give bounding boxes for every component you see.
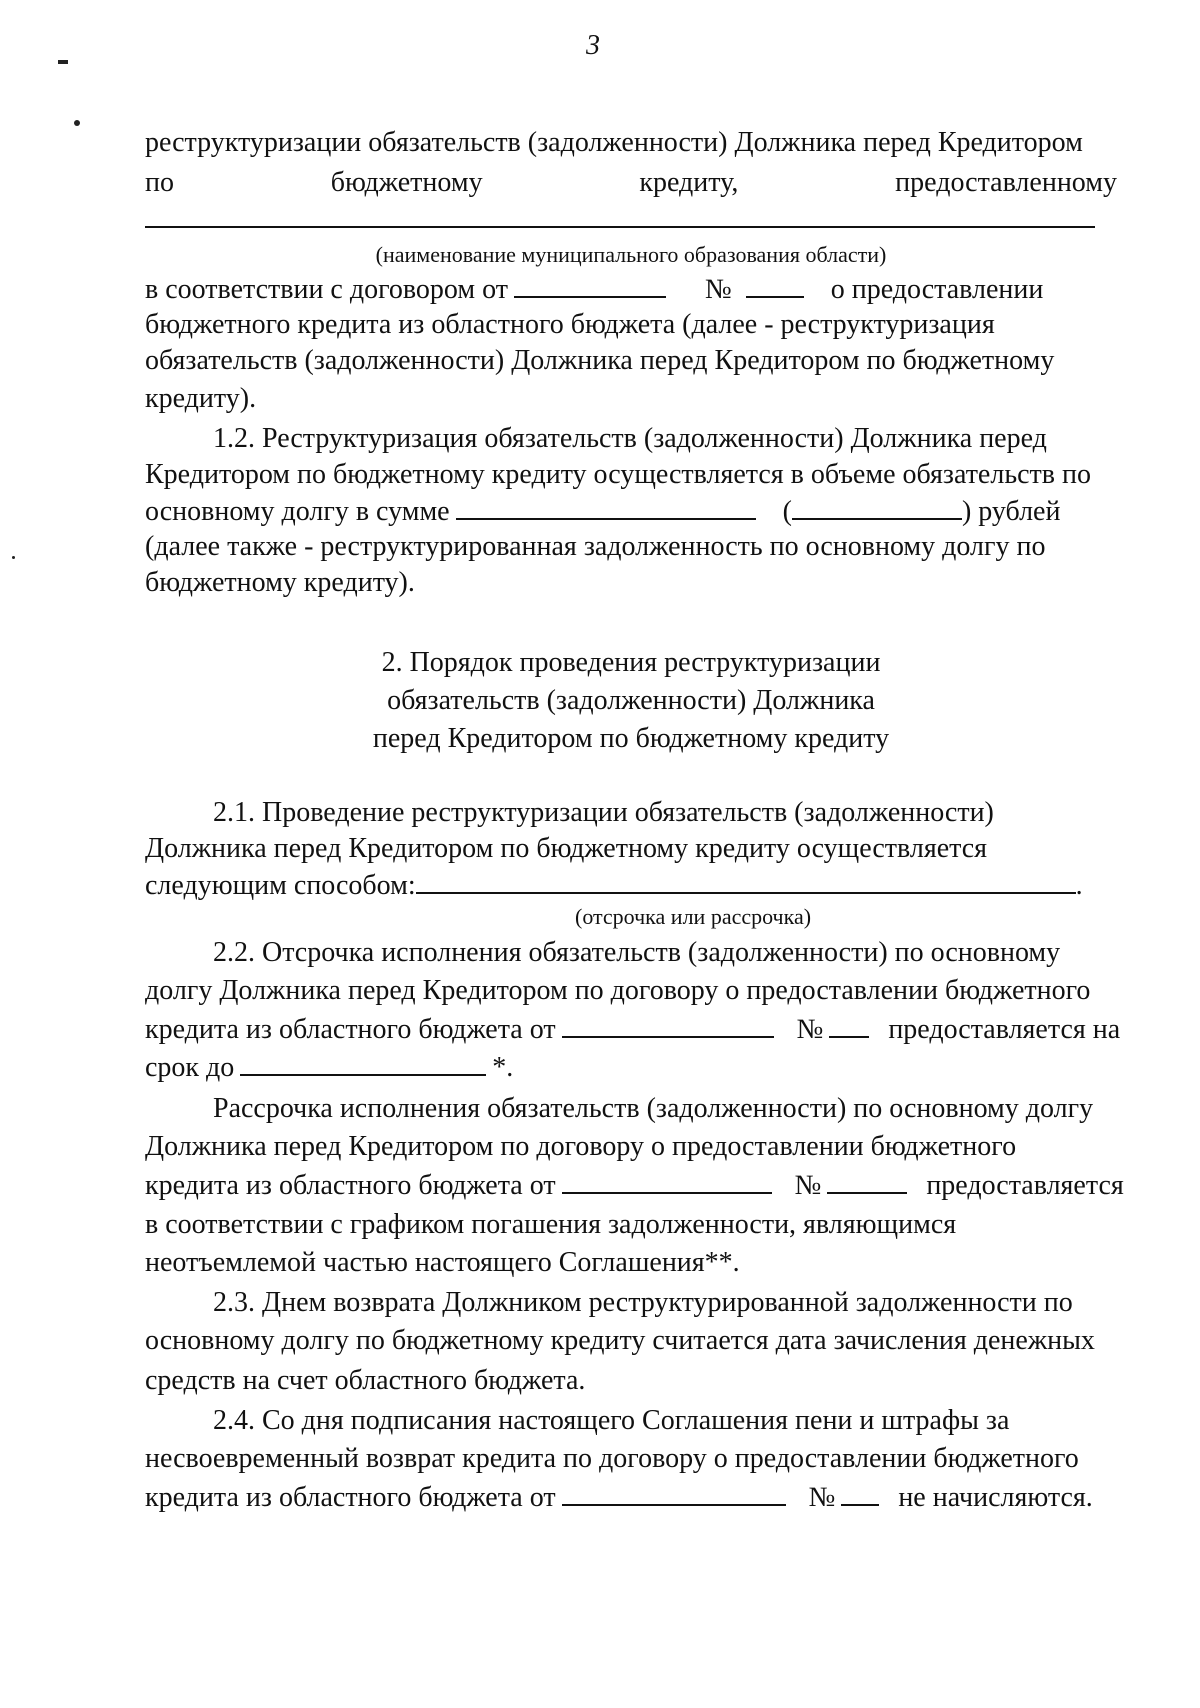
text-line: по бюджетному кредиту, предоставленному [145, 167, 1117, 198]
blank-field [562, 1166, 772, 1194]
text-line: Рассрочка исполнения обязательств (задолженности) по основному долгу [213, 1093, 1094, 1124]
text-line: Должника перед Кредитором по договору о предоставлении бюджетного [145, 1131, 1017, 1162]
fill-in-line [145, 226, 1095, 228]
text-line: основному долгу в сумме ( ) рублей [145, 492, 1117, 530]
text-line: 2.2. Отсрочка исполнения обязательств (задолженности) по основному [213, 937, 1061, 968]
text-line: основному долгу по бюджетному кредиту считается дата зачисления денежных [145, 1325, 1095, 1356]
text-line: кредиту). [145, 383, 257, 414]
blank-field [827, 1166, 907, 1194]
text-line: срок до *. [145, 1048, 1117, 1086]
text-line: бюджетному кредиту). [145, 567, 415, 598]
text-line: 1.2. Реструктуризация обязательств (задолженности) Должника перед [213, 423, 1047, 454]
text-line: кредита из областного бюджета от № не начисляются. [145, 1478, 1117, 1516]
scan-mark [58, 60, 68, 64]
section-heading: обязательств (задолженности) Должника [387, 685, 875, 716]
scan-mark [74, 120, 80, 126]
section-heading: 2. Порядок проведения реструктуризации [381, 647, 881, 678]
text-line: 2.1. Проведение реструктуризации обязательств (задолженности) [213, 797, 994, 828]
text-line: кредита из областного бюджета от № предоставляется [145, 1166, 1117, 1204]
text-line: 2.3. Днем возврата Должником реструктурированной задолженности по [213, 1287, 1073, 1318]
field-caption: (отсрочка или рассрочка) [575, 904, 812, 929]
blank-field [746, 270, 804, 298]
text-line: несвоевременный возврат кредита по договору о предоставлении бюджетного [145, 1443, 1079, 1474]
text-line: в соответствии с графиком погашения задолженности, являющимся [145, 1209, 957, 1240]
blank-field [456, 492, 756, 520]
text-line: реструктуризации обязательств (задолженности) Должника перед Кредитором [145, 127, 1083, 158]
text-line: Должника перед Кредитором по бюджетному кредиту осуществляется [145, 833, 988, 864]
blank-field [841, 1478, 879, 1506]
blank-field [562, 1010, 774, 1038]
text-line: в соответствии с договором от № о предоставлении [145, 270, 1117, 308]
text-line: обязательств (задолженности) Должника перед Кредитором по бюджетному [145, 345, 1055, 376]
text-line: (далее также - реструктурированная задолженность по основному долгу по [145, 531, 1046, 562]
blank-field [416, 866, 1076, 894]
blank-field [562, 1478, 786, 1506]
page-number: 3 [586, 30, 600, 61]
text-line: долгу Должника перед Кредитором по договору о предоставлении бюджетного [145, 975, 1091, 1006]
text-line: неотъемлемой частью настоящего Соглашения**. [145, 1247, 740, 1278]
blank-field [240, 1048, 486, 1076]
text-line: средств на счет областного бюджета. [145, 1365, 586, 1396]
section-heading: перед Кредитором по бюджетному кредиту [372, 723, 890, 754]
text-line: следующим способом: . [145, 866, 1117, 904]
blank-field [514, 270, 666, 298]
text-line: бюджетного кредита из областного бюджета (далее - реструктуризация [145, 309, 995, 340]
field-caption: (наименование муниципального образования области) [375, 242, 887, 267]
text-line: кредита из областного бюджета от № предоставляется на [145, 1010, 1117, 1048]
blank-field [792, 492, 962, 520]
text-line: Кредитором по бюджетному кредиту осуществляется в объеме обязательств по [145, 459, 1091, 490]
blank-field [829, 1010, 869, 1038]
text-line: 2.4. Со дня подписания настоящего Соглашения пени и штрафы за [213, 1405, 1010, 1436]
scan-mark [12, 556, 15, 559]
